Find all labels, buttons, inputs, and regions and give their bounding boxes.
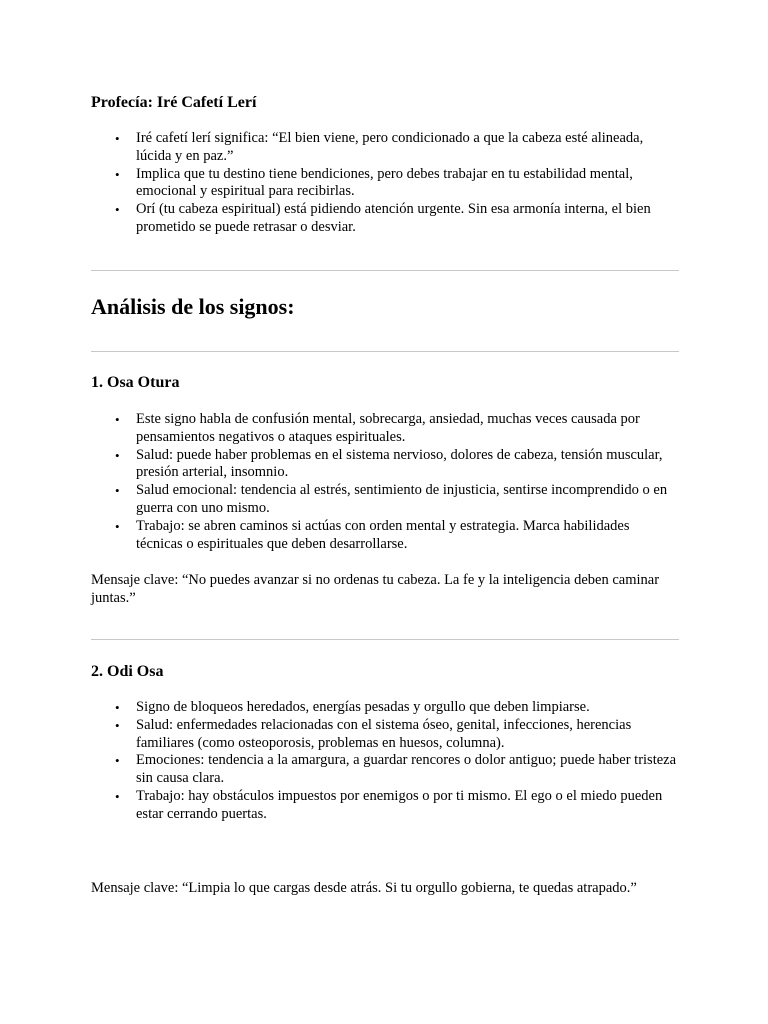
- list-item: • Salud: puede haber problemas en el sistema nervioso, dolores de cabeza, tensión muscular, presión arterial, insomnio.: [91, 447, 679, 483]
- list-item: • Trabajo: hay obstáculos impuestos por enemigos o por ti mismo. El ego o el miedo pueden estar cerrando puertas.: [91, 788, 679, 824]
- list-item: • Orí (tu cabeza espiritual) está pidiendo atención urgente. Sin esa armonía interna, el bien prometido se puede retrasar o desviar.: [91, 201, 679, 237]
- list-item: • Salud emocional: tendencia al estrés, sentimiento de injusticia, sentirse incomprendido o en guerra con uno mismo.: [91, 482, 679, 518]
- analisis-heading: Análisis de los signos:: [91, 294, 295, 319]
- osa-otura-mensaje: Mensaje clave: “No puedes avanzar si no ordenas tu cabeza. La fe y la inteligencia deben caminar juntas.”: [91, 572, 660, 606]
- list-item: • Salud: enfermedades relacionadas con el sistema óseo, genital, infecciones, herencias familiares (como osteoporosis, problemas en huesos, columna).: [91, 717, 679, 753]
- list-item: • Trabajo: se abren caminos si actúas con orden mental y estrategia. Marca habilidades técnicas o espirituales que deben desarrollarse.: [91, 518, 679, 554]
- horizontal-rule: [91, 639, 679, 640]
- odi-osa-heading: 2. Odi Osa: [91, 663, 164, 680]
- horizontal-rule: [91, 351, 679, 352]
- profecia-title: Profecía: Iré Cafetí Lerí: [91, 94, 257, 111]
- osa-otura-heading: 1. Osa Otura: [91, 374, 180, 391]
- list-item: • Este signo habla de confusión mental, sobrecarga, ansiedad, muchas veces causada por pensamientos negativos o ataques espirituales.: [91, 411, 679, 447]
- osa-otura-list: [91, 411, 679, 553]
- odi-osa-mensaje: Mensaje clave: “Limpia lo que cargas desde atrás. Si tu orgullo gobierna, te quedas atrapado.”: [91, 880, 637, 896]
- list-item: • Signo de bloqueos heredados, energías pesadas y orgullo que deben limpiarse.: [91, 699, 679, 717]
- list-item: • Emociones: tendencia a la amargura, a guardar rencores o dolor antiguo; puede haber tristeza sin causa clara.: [91, 752, 679, 788]
- odi-osa-list: [91, 699, 679, 824]
- list-item: • Iré cafetí lerí significa: “El bien viene, pero condicionado a que la cabeza esté alineada, lúcida y en paz.”: [91, 130, 679, 166]
- profecia-list: [91, 130, 679, 237]
- list-item: • Implica que tu destino tiene bendiciones, pero debes trabajar en tu estabilidad mental, emocional y espiritual para recibirlas.: [91, 166, 679, 202]
- horizontal-rule: [91, 270, 679, 271]
